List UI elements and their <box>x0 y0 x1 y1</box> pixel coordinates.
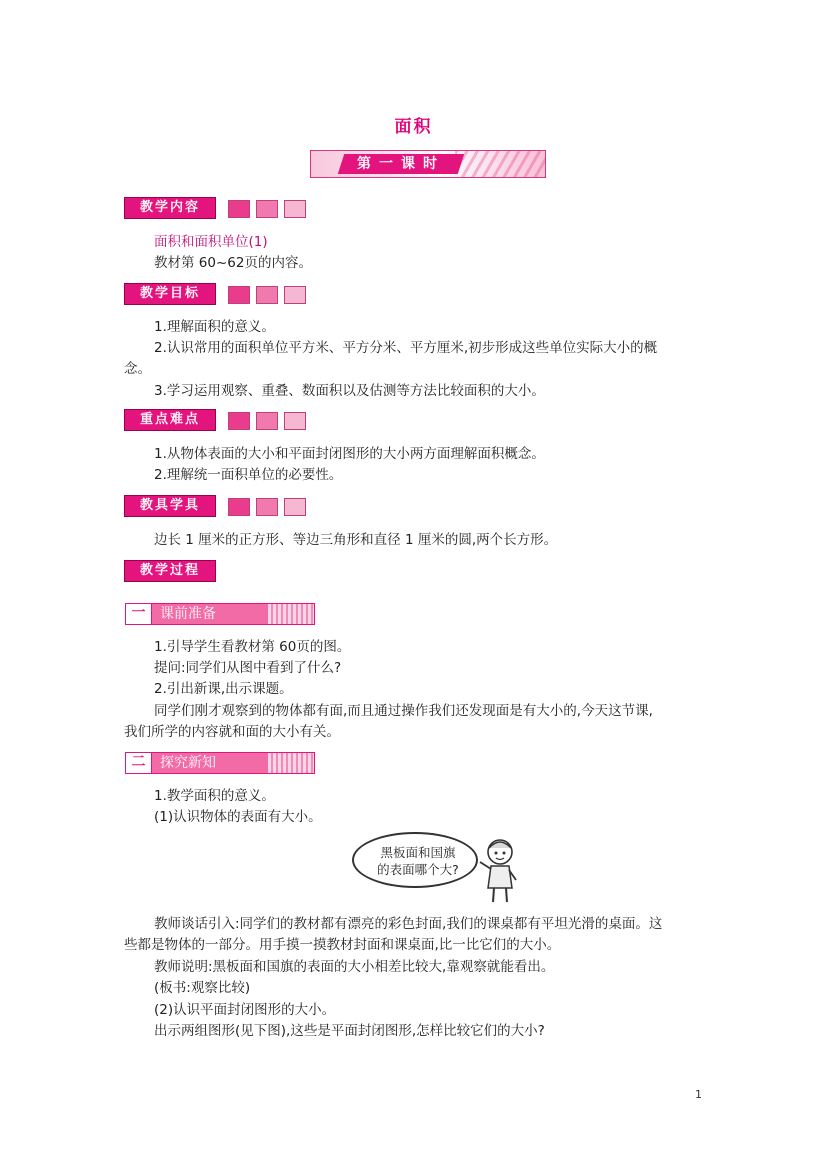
decor-square <box>284 498 306 516</box>
section-label: 教学内容 <box>124 197 216 219</box>
content-topic: 面积和面积单位(1) <box>154 234 268 250</box>
decor-square <box>256 200 278 218</box>
step2-line: 1.教学面积的意义。 <box>154 788 275 804</box>
decor-square <box>228 200 250 218</box>
decor-square <box>284 412 306 430</box>
decor-square <box>228 498 250 516</box>
decor-square <box>284 200 306 218</box>
step2-line: 出示两组图形(见下图),这些是平面封闭图形,怎样比较它们的大小? <box>154 1023 545 1039</box>
decor-square <box>256 412 278 430</box>
goal-line: 念。 <box>124 361 151 377</box>
key-line: 1.从物体表面的大小和平面封闭图形的大小两方面理解面积概念。 <box>154 446 545 462</box>
step-header-explore <box>125 752 315 774</box>
section-label: 重点难点 <box>124 409 216 431</box>
speech-bubble <box>352 832 478 888</box>
page-title: 面积 <box>394 117 433 137</box>
step1-line: 同学们刚才观察到的物体都有面,而且通过操作我们还发现面是有大小的,今天这节课, <box>154 703 653 719</box>
decor-square <box>284 286 306 304</box>
decor-square <box>228 412 250 430</box>
step2-line: 教师谈话引入:同学们的教材都有漂亮的彩色封面,我们的课桌都有平坦光滑的桌面。这 <box>154 916 663 932</box>
speech-bubble-text <box>366 844 470 878</box>
step1-line: 提问:同学们从图中看到了什么? <box>154 660 342 676</box>
section-label: 教具学具 <box>124 495 216 517</box>
step1-line: 2.引出新课,出示课题。 <box>154 681 293 697</box>
decor-square <box>256 286 278 304</box>
goal-line: 1.理解面积的意义。 <box>154 319 275 335</box>
step-number: 二 <box>126 753 152 773</box>
child-character-icon <box>476 836 520 906</box>
page-number: 1 <box>695 1088 702 1101</box>
step1-line: 我们所学的内容就和面的大小有关。 <box>124 724 340 740</box>
step1-line: 1.引导学生看教材第 60页的图。 <box>154 639 351 655</box>
lesson-banner-label-box <box>338 154 464 174</box>
step2-line: 教师说明:黑板面和国旗的表面的大小相差比较大,靠观察就能看出。 <box>154 959 555 975</box>
step2-line: (2)认识平面封闭图形的大小。 <box>154 1002 336 1018</box>
banner-stripes <box>455 151 545 177</box>
step-number: 一 <box>126 604 152 624</box>
speech-bubble-line: 的表面哪个大? <box>377 862 459 877</box>
speech-bubble-line: 黑板面和国旗 <box>380 845 456 860</box>
decor-square <box>228 286 250 304</box>
goal-line: 3.学习运用观察、重叠、数面积以及估测等方法比较面积的大小。 <box>154 383 545 399</box>
step2-line: (1)认识物体的表面有大小。 <box>154 809 322 825</box>
step-title: 课前准备 <box>152 604 268 624</box>
step2-line: 些都是物体的一部分。用手摸一摸教材封面和课桌面,比一比它们的大小。 <box>124 937 561 953</box>
lesson-banner <box>310 150 546 178</box>
tool-line: 边长 1 厘米的正方形、等边三角形和直径 1 厘米的圆,两个长方形。 <box>154 532 558 548</box>
section-label: 教学过程 <box>124 560 216 582</box>
section-label: 教学目标 <box>124 283 216 305</box>
lesson-banner-label: 第一课时 <box>357 156 445 172</box>
decor-square <box>256 498 278 516</box>
step-header-preparation <box>125 603 315 625</box>
goal-line: 2.认识常用的面积单位平方米、平方分米、平方厘米,初步形成这些单位实际大小的概 <box>154 340 658 356</box>
key-line: 2.理解统一面积单位的必要性。 <box>154 467 343 483</box>
step-title: 探究新知 <box>152 753 268 773</box>
step2-line: (板书:观察比较) <box>154 980 251 996</box>
content-pages: 教材第 60~62页的内容。 <box>154 255 312 271</box>
